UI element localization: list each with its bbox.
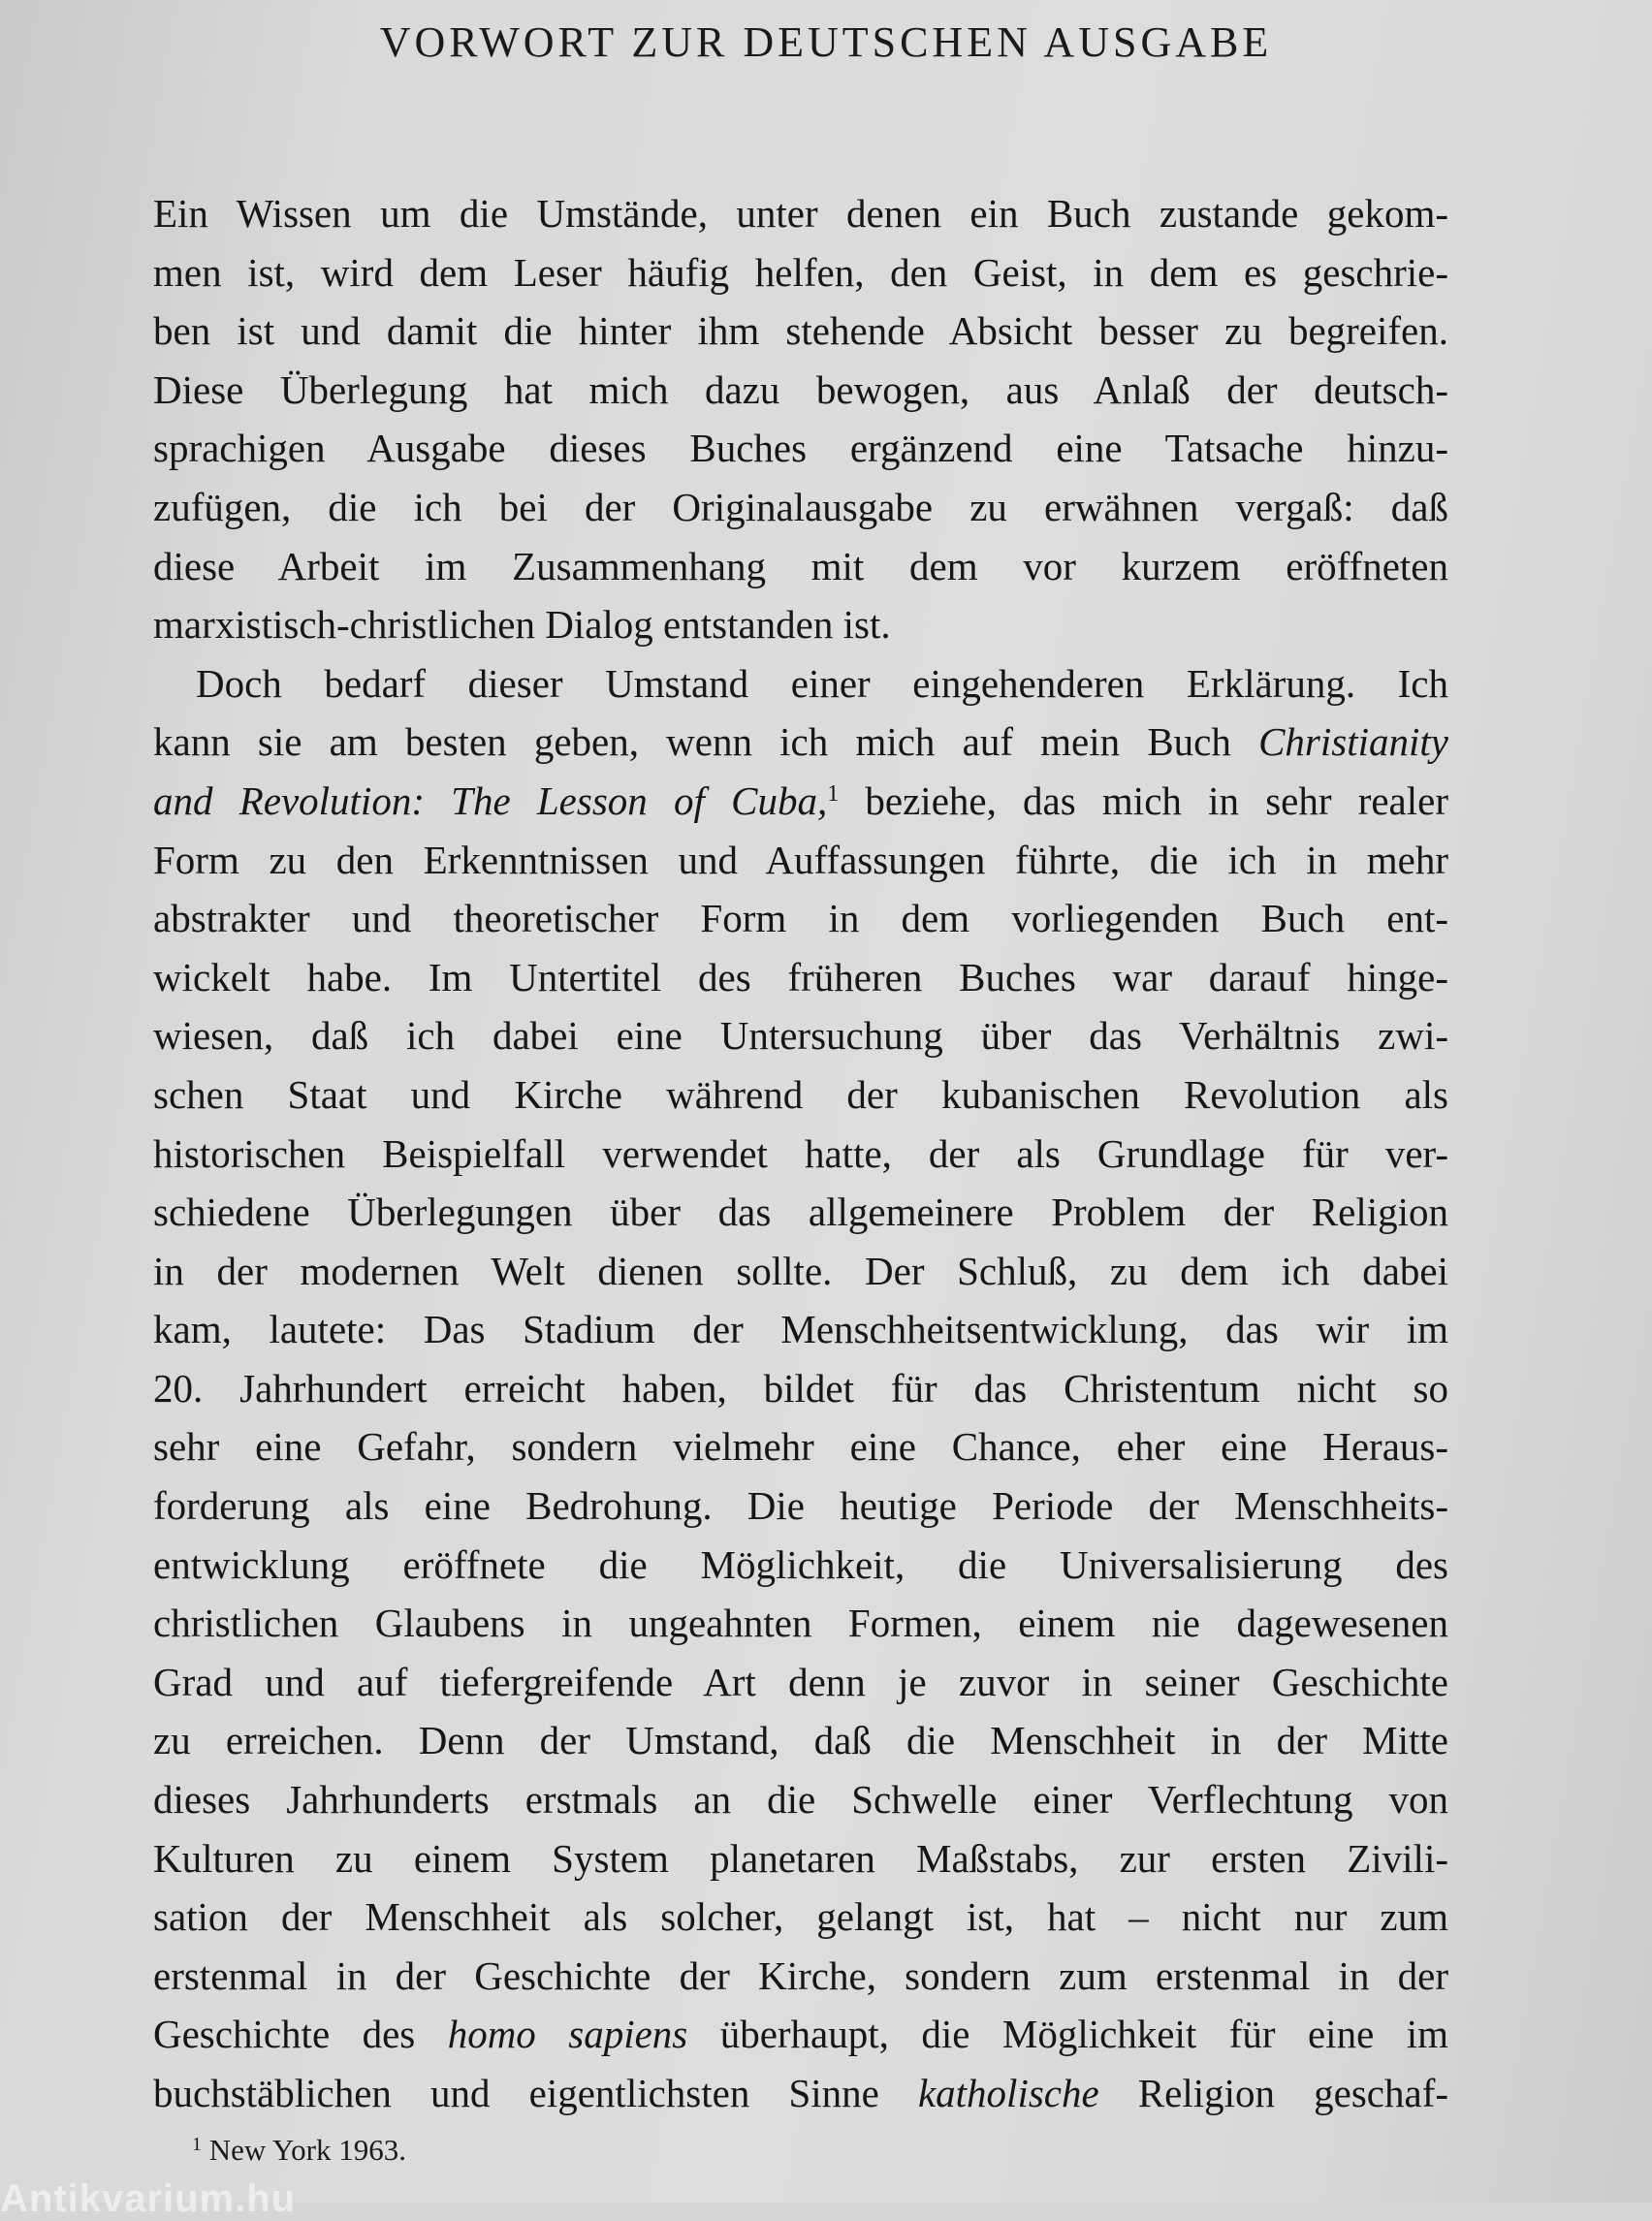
text-line: marxistisch-christlichen Dialog entstanden ist.: [153, 602, 891, 648]
text-line: [153, 2005, 1448, 2064]
paragraph-1: [153, 184, 1448, 654]
text-line: christlichen Glaubens in ungeahnten Formen, einem nie dagewesenen: [153, 1601, 1448, 1646]
latin-term-italic: homo sapiens: [447, 2012, 688, 2057]
text-line: erstenmal in der Geschichte der Kirche, sondern zum erstenmal in der: [153, 1952, 1448, 1998]
text-line: 20. Jahrhundert erreicht haben, bildet für das Christentum nicht so: [153, 1365, 1448, 1411]
text-line: Diese Überlegung hat mich dazu bewogen, aus Anlaß der deutsch-: [153, 366, 1448, 412]
watermark: Antikvarium.hu: [0, 2177, 297, 2220]
text-line: sprachigen Ausgabe dieses Buches ergänzend eine Tatsache hinzu-: [153, 426, 1448, 471]
text-line: schen Staat und Kirche während der kubanischen Revolution als: [153, 1071, 1448, 1117]
text-line: schiedene Überlegungen über das allgemeinere Problem der Religion: [153, 1190, 1448, 1235]
book-title-italic: and Revolution: The Lesson of Cuba,: [153, 777, 828, 823]
text-run: beziehe, das mich in sehr realer: [839, 777, 1448, 823]
text-run: überhaupt, die Möglichkeit für eine im: [687, 2012, 1448, 2057]
text-run: kann sie am besten geben, wenn ich mich auf mein Buch: [153, 719, 1259, 765]
emphasis-italic: katholische: [917, 2071, 1099, 2115]
body-text: [153, 184, 1448, 2123]
text-line: [153, 772, 1448, 831]
text-line: kam, lautete: Das Stadium der Menschheitsentwicklung, das wir im: [153, 1307, 1448, 1352]
text-line: Ein Wissen um die Umstände, unter denen ein Buch zustande gekom-: [153, 191, 1448, 236]
text-line: diese Arbeit im Zusammenhang mit dem vor kurzem eröffneten: [153, 543, 1448, 588]
text-line: forderung als eine Bedrohung. Die heutige Periode der Menschheits-: [153, 1483, 1448, 1529]
text-run: Geschichte des: [153, 2012, 448, 2057]
text-line: in der modernen Welt dienen sollte. Der Schluß, zu dem ich dabei: [153, 1248, 1448, 1293]
text-line: Grad und auf tiefergreifende Art denn je zuvor in seiner Geschichte: [153, 1659, 1448, 1704]
text-run: buchstäblichen und eigentlichsten Sinne: [153, 2071, 918, 2115]
running-head: VORWORT ZUR DEUTSCHEN AUSGABE: [379, 18, 1273, 66]
footnote-marker: 1: [192, 2134, 202, 2155]
text-line: dieses Jahrhunderts erstmals an die Schwelle einer Verflechtung von: [153, 1777, 1448, 1823]
text-line: wickelt habe. Im Untertitel des früheren Buches war darauf hinge-: [153, 954, 1448, 999]
text-line: wiesen, daß ich dabei eine Untersuchung über das Verhältnis zwi-: [153, 1013, 1448, 1059]
text-line: Doch bedarf dieser Umstand einer eingehenderen Erklärung. Ich: [196, 660, 1448, 706]
text-line: sation der Menschheit als solcher, gelangt ist, hat – nicht nur zum: [153, 1894, 1448, 1940]
footnote-reference: 1: [827, 780, 840, 807]
text-line: sehr eine Gefahr, sondern vielmehr eine Chance, eher eine Heraus-: [153, 1424, 1448, 1470]
text-line: abstrakter und theoretischer Form in dem vorliegenden Buch ent-: [153, 896, 1448, 941]
text-line: historischen Beispielfall verwendet hatte, der als Grundlage für ver-: [153, 1130, 1448, 1176]
text-line: entwicklung eröffnete die Möglichkeit, die Universalisierung des: [153, 1541, 1448, 1587]
text-line: Form zu den Erkenntnissen und Auffassungen führte, die ich in mehr: [153, 837, 1448, 882]
text-line: zu erreichen. Denn der Umstand, daß die Menschheit in der Mitte: [153, 1718, 1448, 1763]
text-line: [153, 2064, 1448, 2123]
footnote: [192, 2133, 406, 2168]
text-run: Religion geschaf-: [1098, 2071, 1449, 2115]
paragraph-2: [153, 654, 1448, 2123]
text-line: Kulturen zu einem System planetaren Maßstabs, zur ersten Zivili-: [153, 1835, 1448, 1881]
text-line: [153, 713, 1448, 772]
text-line: men ist, wird dem Leser häufig helfen, den Geist, in dem es geschrie-: [153, 249, 1448, 295]
footnote-text: New York 1963.: [202, 2133, 406, 2167]
book-title-italic: Christianity: [1258, 719, 1448, 765]
text-line: zufügen, die ich bei der Originalausgabe zu erwähnen vergaß: daß: [153, 484, 1448, 529]
text-line: ben ist und damit die hinter ihm stehende Absicht besser zu begreifen.: [153, 308, 1448, 354]
